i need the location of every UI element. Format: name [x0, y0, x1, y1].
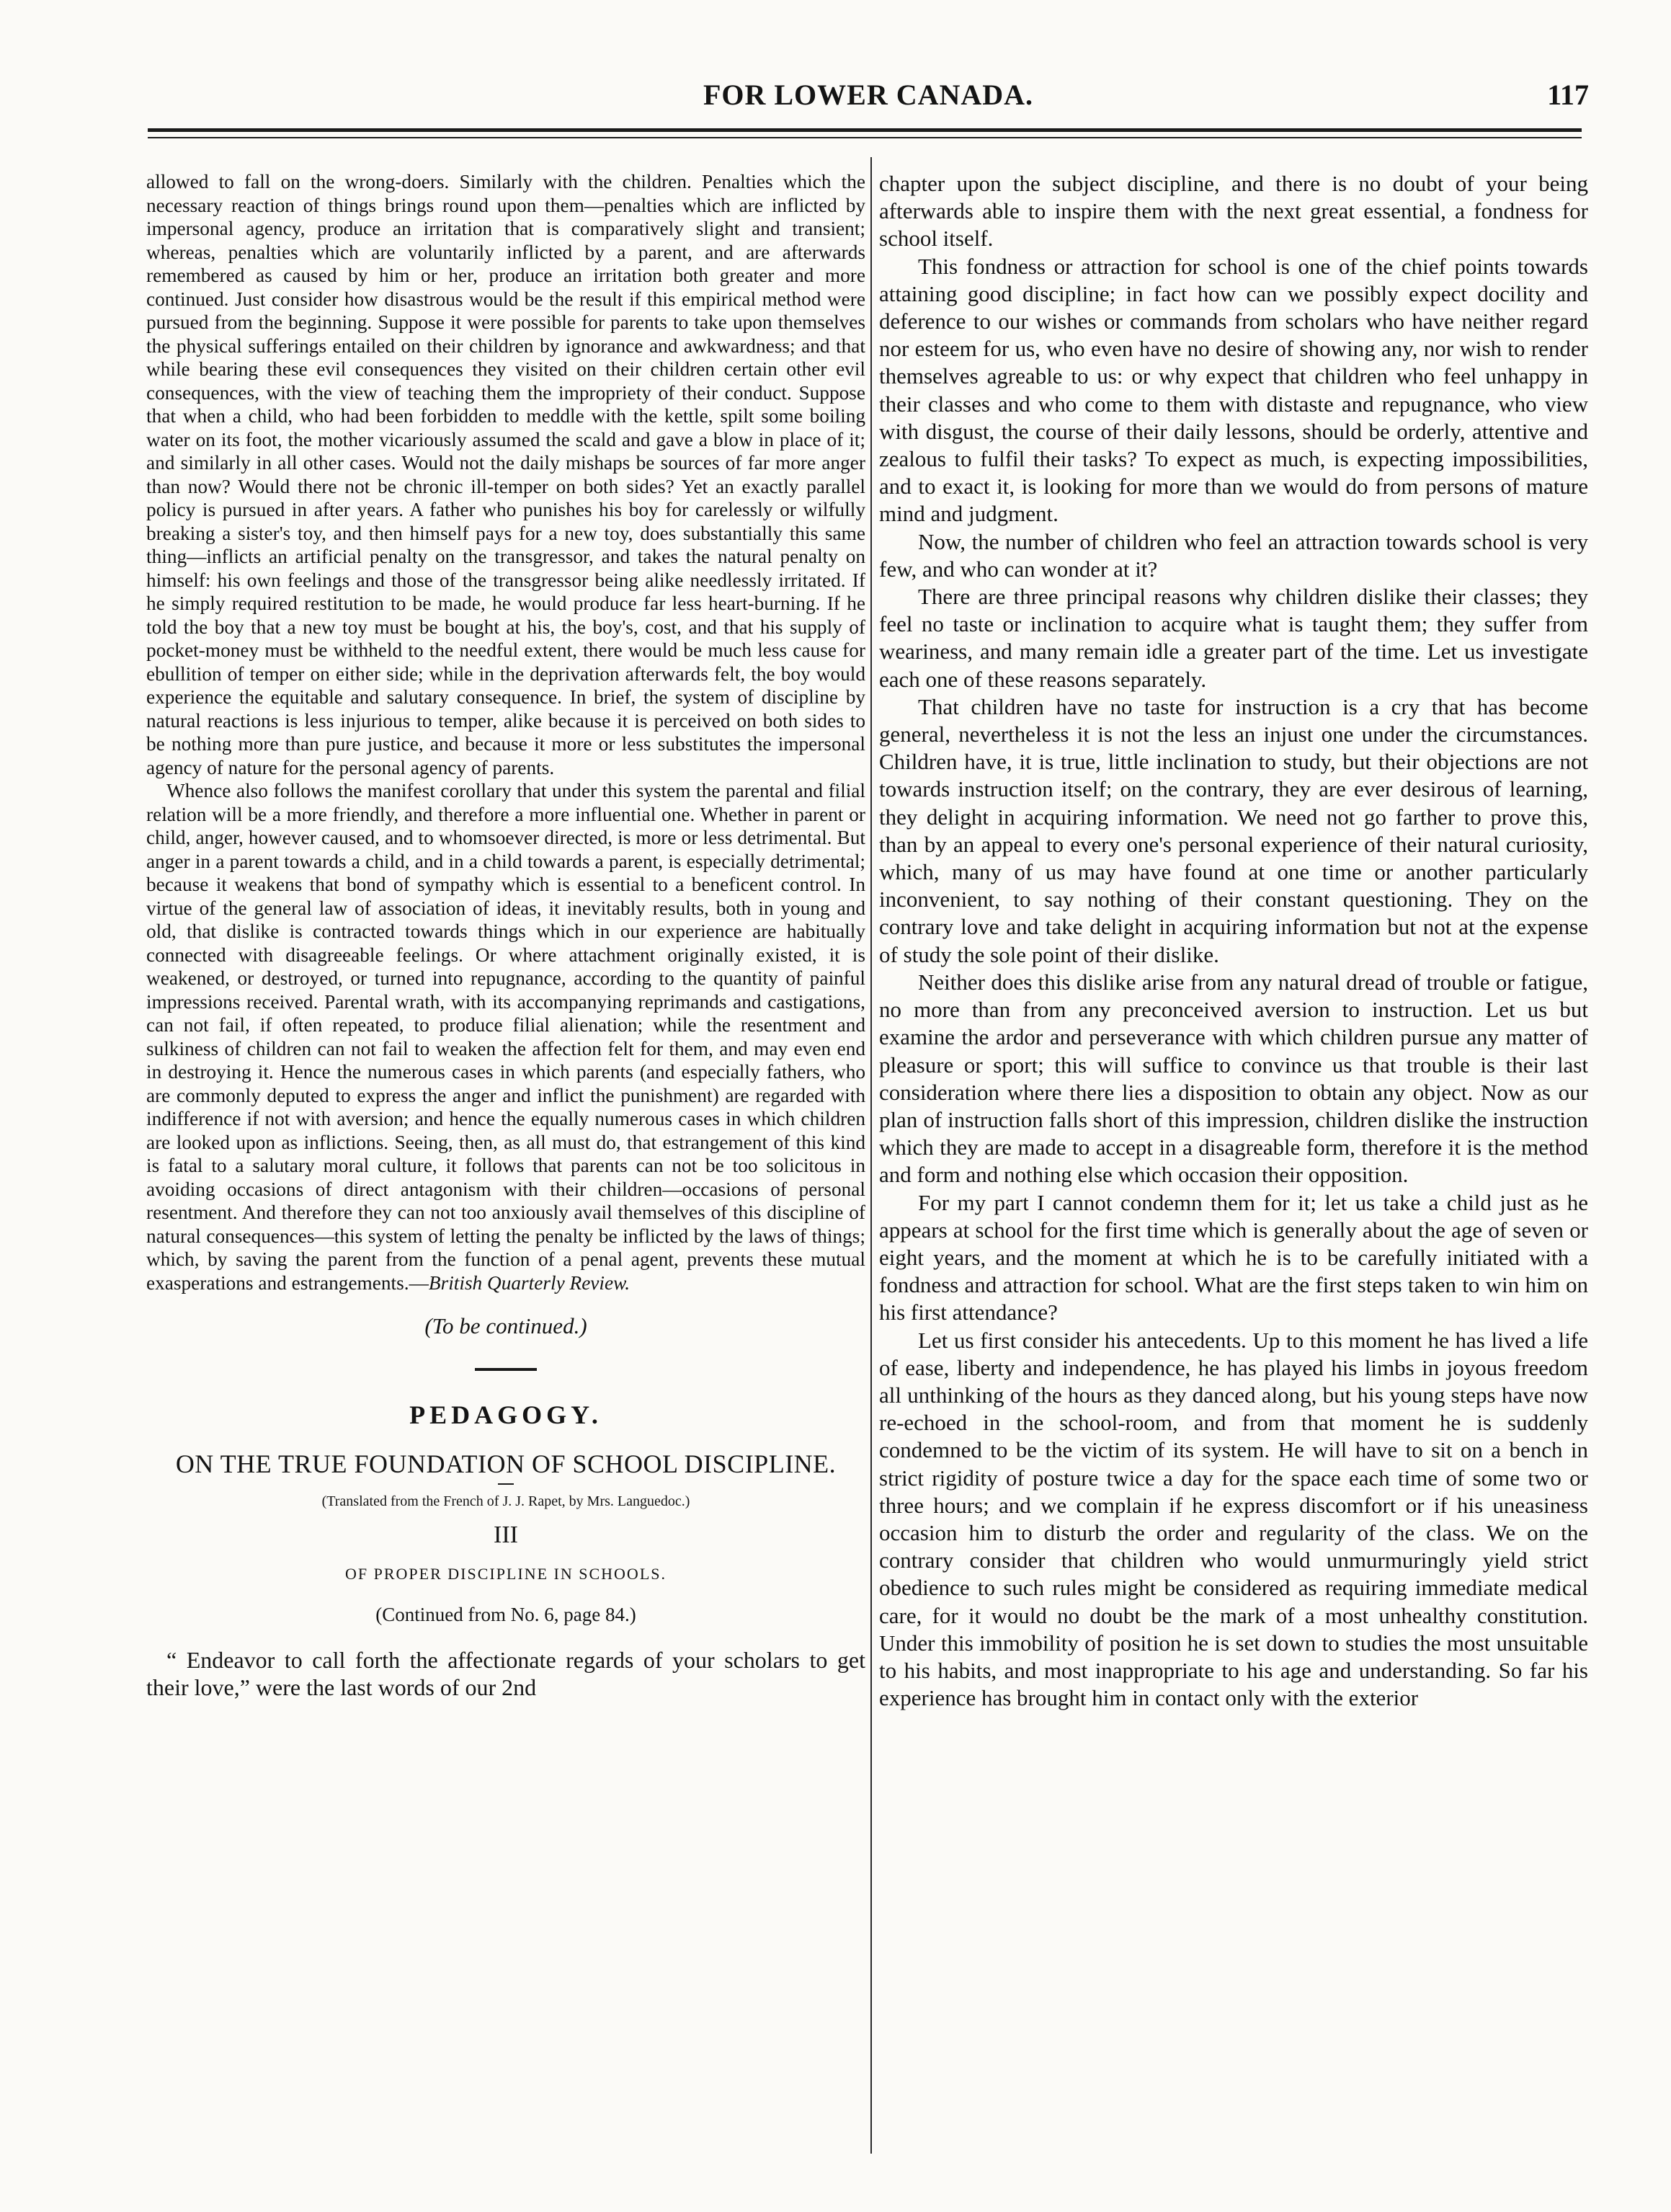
paragraph: Let us first consider his antecedents. Up to this moment he has lived a life of ease, liberty and independence, he has played his limbs in joyous freedom all unthinking of the hours as they danced along, but his young steps have now re-echoed in the school-room, and from that moment he is suddenly condemned to be the victim of its system. He will have to sit on a bench in strict rigidity of posture twice a day for the space each time of some two or three hours; and we complain if he express discomfort or if his uneasiness occasion him to disturb the order and regularity of the class. We on the contrary consider that children who would unmurmuringly yield strict obedience to such rules might be considered as requiring immediate medical care, for it would no doubt be the mark of a most unhealthy constitution. Under this immobility of position he is set down to studies the most unsuitable to his habits, and most inappropriate to his age and understanding. So far his experience has brought him in contact only with the exterior [879, 1327, 1588, 1711]
running-title: FOR LOWER CANADA. [703, 79, 1034, 111]
page-number: 117 [1547, 79, 1589, 111]
header-rule-thin [148, 137, 1582, 138]
paragraph: That children have no taste for instruction is a cry that has become general, nevertheless it is not the less an injust one under the circumstances. Children have, it is true, little inclination to study, but their objections are not towards instruction itself; on the contrary, they are ever desirous of learning, they delight in acquiring information. We need not go farther to prove this, than by an appeal to every one's personal experience of their natural curiosity, which, many of us may have found at one time or another particularly inconvenient, to say nothing of their constant questioning. They on the contrary love and take delight in acquiring information but not at the expense of study the sole point of their dislike. [879, 693, 1588, 967]
article-title: ON THE TRUE FOUNDATION OF SCHOOL DISCIPLINE. [175, 1449, 837, 1478]
paragraph-text: Whence also follows the manifest corollary that under this system the parental and filial relation will be a more friendly, and therefore a more influential one. Whether in parent or child, anger, however caused, and to whomsoever directed, is more or less detrimental. But anger in a parent towards a child, and in a child towards a parent, is especially detrimental; because it weakens that bond of sympathy which is essential to a beneficent control. In virtue of the general law of association of ideas, it inevitably results, both in young and old, that dislike is contracted towards things which in our experience are habitually connected with disagreeable feelings. Or where attachment originally existed, it is weakened, or destroyed, or turned into repugnance, according to the quantity of painful impressions received. Parental wrath, with its accompanying reprimands and castigations, can not fail, if often repeated, to produce filial alienation; while the resentment and sulkiness of children can not fail to weaken the affection felt for them, and may even end in destroying it. Hence the numerous cases in which parents (and especially fathers, who are commonly deputed to express the anger and inflict the punishment) are regarded with indifference if not with aversion; and hence the equally numerous cases in which children are looked upon as inflictions. Seeing, then, as all must do, that estrangement of this kind is fatal to a salutary moral culture, it follows that parents can not be too solicitous in avoiding occasions of direct antagonism with their children—occasions of personal resentment. And therefore they can not too anxiously avail themselves of this discipline of natural consequences—this system of letting the penalty be inflicted by the laws of things; which, by saving the parent from the function of a penal agent, prevents these mutual exasperations and estrangements.— [146, 780, 865, 1294]
to-be-continued: (To be continued.) [424, 1313, 587, 1338]
paragraph: chapter upon the subject discipline, and there is no doubt of your being afterwards able to inspire them with the next great essential, a fondness for school itself. [879, 171, 1588, 252]
section-title: PEDAGOGY. [409, 1400, 602, 1429]
title-rule [498, 1483, 514, 1485]
translator-note: (Translated from the French of J. J. Rapet, by Mrs. Languedoc.) [321, 1493, 690, 1509]
paragraph: For my part I cannot condemn them for it; let us take a child just as he appears at school for the first time which is generally about the age of seven or eight years, and the moment at which he is to be carefully initiated with a fondness and attraction for school. What are the first steps taken to win him on his first attendance? [879, 1189, 1588, 1325]
part-number: III [494, 1522, 518, 1548]
page-header [148, 78, 1589, 121]
paragraph: allowed to fall on the wrong-doers. Similarly with the children. Penalties which the necessary reaction of things brings round upon them—penalties which are inflicted by impersonal agency, produce an irritation that is comparatively slight and transient; whereas, penalties which are voluntarily inflicted by a parent, and are afterwards remembered as caused by him or her, produce an irritation both greater and more continued. Just consider how disastrous would be the result if this empirical method were pursued from the beginning. Suppose it were possible for parents to take upon themselves the physical sufferings entailed on their children by ignorance and awkwardness; and that while bearing these evil consequences they visited on their children certain other evil consequences, with the view of teaching them the impropriety of their conduct. Suppose that when a child, who had been forbidden to meddle with the kettle, spilt some boiling water on its foot, the mother vicariously assumed the scald and gave a blow in place of it; and similarly in all other cases. Would not the daily mishaps be sources of far more anger than now? Would there not be chronic ill-temper on both sides? Yet an exactly parallel policy is pursued in after years. A father who punishes his boy for carelessly or wilfully breaking a sister's toy, and then himself pays for a new toy, does substantially this same thing—inflicts an artificial penalty on the transgressor, and takes the natural penalty on himself: his own feelings and those of the transgressor being alike needlessly irritated. If he simply required restitution to be made, he would produce far less heart-burning. If he told the boy that a new toy must be bought at his, the boy's, cost, and that his supply of pocket-money must be withheld to the needful extent, there would be much less cause for ebullition of temper on either side; while in the deprivation afterwards felt, the boy would experience the equitable and salutary consequence. In brief, the system of discipline by natural reactions is less injurious to temper, alike because it is perceived on both sides to be nothing more than pure justice, and because it more or less substitutes the impersonal agency of nature for the personal agency of parents. [146, 171, 865, 778]
opening-paragraph: “ Endeavor to call forth the affectionate regards of your scholars to get their love,” were the last words of our 2nd [146, 1647, 865, 1700]
paragraph: Now, the number of children who feel an attraction towards school is very few, and who can wonder at it? [879, 528, 1588, 582]
header-rule-thick [148, 128, 1582, 132]
attribution: British Quarterly Review. [428, 1271, 630, 1294]
paragraph [146, 779, 865, 1294]
column-divider [870, 157, 872, 2154]
continued-from: (Continued from No. 6, page 84.) [375, 1604, 636, 1625]
paragraph: Neither does this dislike arise from any natural dread of trouble or fatigue, no more than from any preconceived aversion to instruction. Let us but examine the ardor and perseverance with which children pursue any matter of pleasure or sport; this will suffice to convince us that trouble is their last consideration where there lies a disposition to obtain any object. Now as our plan of instruction falls short of this impression, children dislike the instruction which they are made to accept in a disagreable form, therefore it is the method and form and nothing else which occasion their opposition. [879, 969, 1588, 1188]
section-rule [475, 1368, 537, 1371]
right-column [879, 170, 1588, 1712]
sub-heading: OF PROPER DISCIPLINE IN SCHOOLS. [344, 1565, 667, 1583]
paragraph: There are three principal reasons why children dislike their classes; they feel no taste or inclination to acquire what is taught them; they suffer from weariness, and many remain idle a greater part of the time. Let us investigate each one of these reasons separately. [879, 584, 1588, 692]
left-column [146, 170, 865, 1724]
paragraph: This fondness or attraction for school is one of the chief points towards attaining good discipline; in fact how can we possibly expect docility and deference to our wishes or commands from scholars who have neither regard nor esteem for us, who even have no desire of showing any, nor wish to render themselves agreable to us: or why expect that children who feel unhappy in their classes and who come to them with distaste and repugnance, who view with disgust, the course of their daily lessons, should be orderly, attentive and zealous to fulfil their tasks? To expect as much, is expecting impossibilities, and to exact it, is looking for more than we would do from persons of mature mind and judgment. [879, 253, 1588, 527]
